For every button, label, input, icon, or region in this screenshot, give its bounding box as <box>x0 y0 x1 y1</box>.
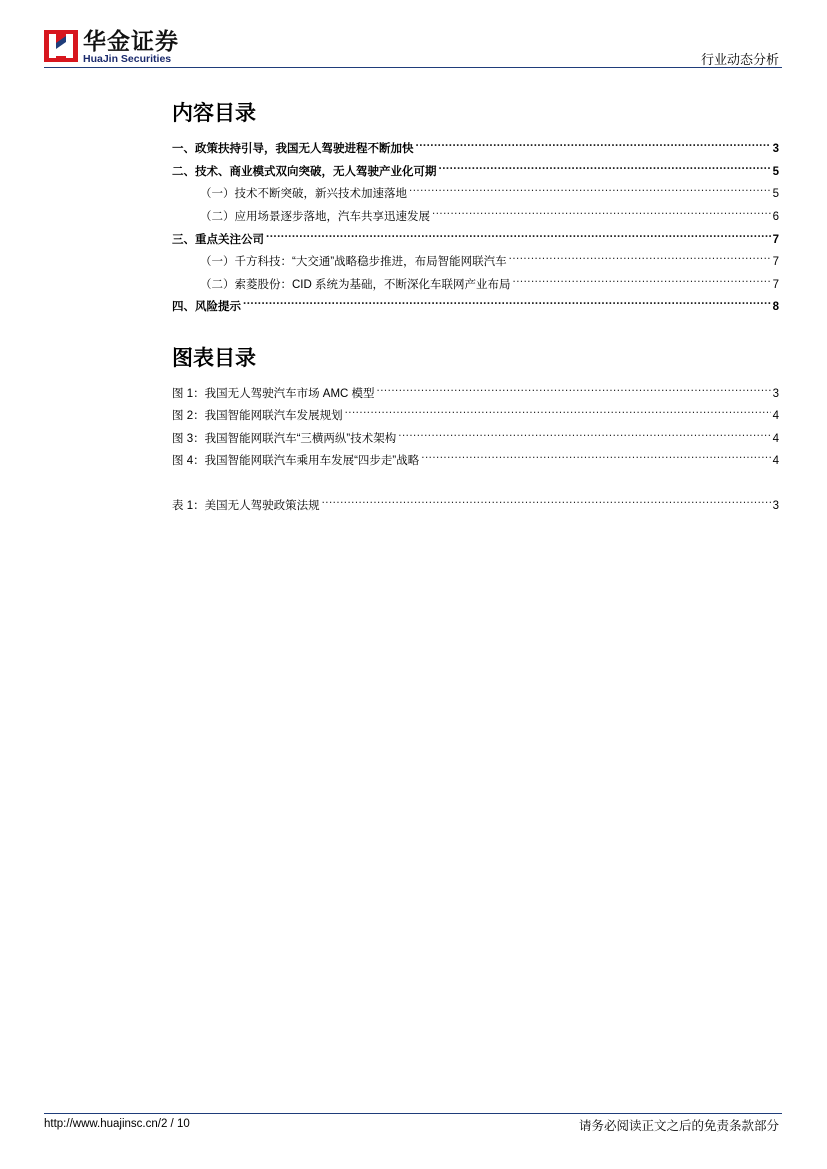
dot-leader <box>509 247 771 265</box>
footer-divider <box>44 1113 782 1114</box>
dot-leader <box>421 446 770 464</box>
toc-entry-text: （二）索菱股份：CID 系统为基础，不断深化车联网产业布局 <box>200 279 511 291</box>
table-entry-text: 表 1：美国无人驾驶政策法规 <box>172 500 320 512</box>
toc-entry[interactable] <box>172 292 779 313</box>
figure-entry-text: 图 3：我国智能网联汽车“三横两纵”技术架构 <box>172 433 397 445</box>
toc-entry-page: 7 <box>772 279 779 291</box>
figure-entry-text: 图 4：我国智能网联汽车乘用车发展“四步走”战略 <box>172 455 420 467</box>
footer-disclaimer: 请务必阅读正文之后的免责条款部分 <box>578 1119 779 1133</box>
toc-entry-page: 7 <box>772 256 779 268</box>
toc-entry-text: 三、重点关注公司 <box>172 234 264 246</box>
dot-leader <box>322 491 771 509</box>
dot-leader <box>439 157 771 175</box>
table-entry[interactable] <box>172 491 779 512</box>
toc-title: 内容目录 <box>172 102 256 125</box>
header-divider <box>44 67 782 68</box>
logo-chinese-name: 华金证券 <box>83 28 179 54</box>
toc-entry-text: （一）技术不断突破，新兴技术加速落地 <box>200 188 407 200</box>
report-type: 行业动态分析 <box>700 52 779 67</box>
figures-title: 图表目录 <box>172 347 256 370</box>
figure-entry[interactable] <box>172 424 779 445</box>
toc-entry-page: 7 <box>772 234 779 246</box>
toc-entry[interactable] <box>172 225 779 246</box>
company-logo <box>44 26 184 66</box>
toc-entry-text: 四、风险提示 <box>172 301 241 313</box>
toc-entry[interactable] <box>200 179 779 200</box>
figure-entry-text: 图 1：我国无人驾驶汽车市场 AMC 模型 <box>172 388 375 400</box>
page-header <box>0 0 827 70</box>
figure-entry-page: 3 <box>772 388 779 400</box>
toc-entry-page: 6 <box>772 211 779 223</box>
figure-entry[interactable] <box>172 446 779 467</box>
toc-entry-text: （二）应用场景逐步落地，汽车共享迅速发展 <box>200 211 430 223</box>
dot-leader <box>377 379 771 397</box>
dot-leader <box>398 424 770 442</box>
dot-leader <box>513 270 771 288</box>
logo-english-name: HuaJin Securities <box>83 53 172 65</box>
figure-entry-text: 图 2：我国智能网联汽车发展规划 <box>172 410 343 422</box>
toc-entry[interactable] <box>172 157 779 178</box>
toc-entry[interactable] <box>200 202 779 223</box>
dot-leader <box>432 202 771 220</box>
toc-entry-text: 二、技术、商业模式双向突破，无人驾驶产业化可期 <box>172 166 437 178</box>
dot-leader <box>345 401 771 419</box>
figure-entry-page: 4 <box>772 433 779 445</box>
footer-url[interactable]: http://www.huajinsc.cn/2 / 10 <box>44 1118 190 1130</box>
figure-entry-page: 4 <box>772 455 779 467</box>
table-entry-page: 3 <box>772 500 779 512</box>
dot-leader <box>416 134 771 152</box>
figure-entry[interactable] <box>172 401 779 422</box>
figure-entry-page: 4 <box>772 410 779 422</box>
figure-entry[interactable] <box>172 379 779 400</box>
toc-entry-page: 5 <box>772 188 779 200</box>
huajin-logo-icon <box>44 30 78 62</box>
toc-entry-page: 8 <box>772 301 779 313</box>
toc-entry-text: 一、政策扶持引导，我国无人驾驶进程不断加快 <box>172 143 414 155</box>
dot-leader <box>243 292 771 310</box>
toc-entry-text: （一）千方科技：“大交通”战略稳步推进，布局智能网联汽车 <box>200 256 507 268</box>
toc-entry-page: 3 <box>772 143 779 155</box>
toc-entry-page: 5 <box>772 166 779 178</box>
toc-entry[interactable] <box>172 134 779 155</box>
dot-leader <box>266 225 771 243</box>
dot-leader <box>409 179 771 197</box>
toc-entry[interactable] <box>200 247 779 268</box>
toc-entry[interactable] <box>200 270 779 291</box>
